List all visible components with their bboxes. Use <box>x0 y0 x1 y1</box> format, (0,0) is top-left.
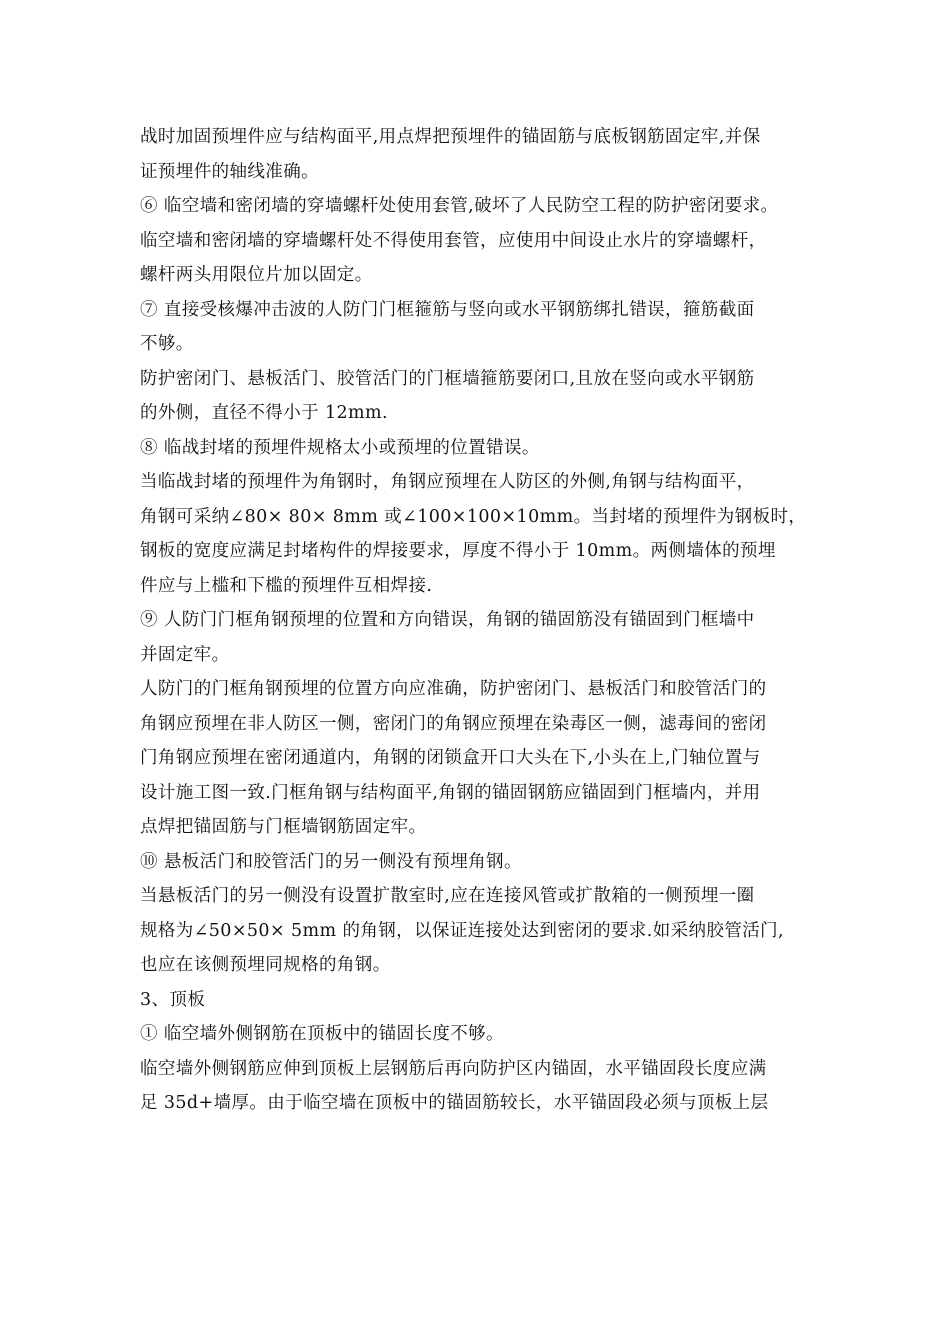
text-line: 也应在该侧预埋同规格的角钢。 <box>140 955 391 975</box>
text-line: 件应与上槛和下槛的预埋件互相焊接. <box>140 575 433 596</box>
text-line: 设计施工图一致.门框角钢与结构面平,角钢的锚固钢筋应锚固到门框墙内，并用 <box>140 782 761 803</box>
text-line: 当临战封堵的预埋件为角钢时，角钢应预埋在人防区的外侧,角钢与结构面平， <box>140 472 755 492</box>
text-line: 规格为∠50×50× 5mm 的角钢，以保证连接处达到密闭的要求.如采纳胶管活门, <box>140 920 784 941</box>
text-line: 临空墙和密闭墙的穿墙螺杆处不得使用套管，应使用中间设止水片的穿墙螺杆， <box>140 230 767 251</box>
text-line: 角钢应预埋在非人防区一侧，密闭门的角钢应预埋在染毒区一侧，滤毒间的密闭 <box>140 713 767 734</box>
text-line: 防护密闭门、悬板活门、胶管活门的门框墙箍筋要闭口,且放在竖向或水平钢筋 <box>140 368 755 389</box>
text-line: 角钢可采纳∠80× 80× 8mm 或∠100×100×10mm。当封堵的预埋件为钢板时， <box>140 506 807 527</box>
section-heading: 3、顶板 <box>140 989 206 1010</box>
text-line: 临空墙外侧钢筋应伸到顶板上层钢筋后再向防护区内锚固，水平锚固段长度应满 <box>140 1058 767 1079</box>
text-line: ⑨ 人防门门框角钢预埋的位置和方向错误，角钢的锚固筋没有锚固到门框墙中 <box>140 610 755 630</box>
text-line: ① 临空墙外侧钢筋在顶板中的锚固长度不够。 <box>140 1024 504 1044</box>
text-line: ⑥ 临空墙和密闭墙的穿墙螺杆处使用套管,破坏了人民防空工程的防护密闭要求。 <box>140 196 779 216</box>
text-line: 证预埋件的轴线准确。 <box>140 161 319 182</box>
text-line: 战时加固预埋件应与结构面平,用点焊把预埋件的锚固筋与底板钢筋固定牢,并保 <box>140 127 761 147</box>
text-line: 并固定牢。 <box>140 644 230 665</box>
text-line: ⑩ 悬板活门和胶管活门的另一侧没有预埋角钢。 <box>140 851 522 872</box>
text-line: 当悬板活门的另一侧没有设置扩散室时,应在连接风管或扩散箱的一侧预埋一圈 <box>140 886 755 906</box>
text-line: 钢板的宽度应满足封堵构件的焊接要求，厚度不得小于 10mm。两侧墙体的预埋 <box>140 541 776 561</box>
text-line: ⑦ 直接受核爆冲击波的人防门门框箍筋与竖向或水平钢筋绑扎错误，箍筋截面 <box>140 299 755 320</box>
text-line: 的外侧，直径不得小于 12mm. <box>140 403 388 423</box>
text-line: 点焊把锚固筋与门框墙钢筋固定牢。 <box>140 817 427 837</box>
text-line: 螺杆两头用限位片加以固定。 <box>140 265 373 285</box>
text-line: 不够。 <box>140 334 194 354</box>
text-line: 门角钢应预埋在密闭通道内，角钢的闭锁盒开口大头在下,小头在上,门轴位置与 <box>140 748 761 768</box>
text-line: ⑧ 临战封堵的预埋件规格太小或预埋的位置错误。 <box>140 437 540 458</box>
text-line: 足 35d+墙厚。由于临空墙在顶板中的锚固筋较长，水平锚固段必须与顶板上层 <box>140 1093 769 1113</box>
document-body <box>140 120 820 1121</box>
text-line: 人防门的门框角钢预埋的位置方向应准确，防护密闭门、悬板活门和胶管活门的 <box>140 679 767 699</box>
